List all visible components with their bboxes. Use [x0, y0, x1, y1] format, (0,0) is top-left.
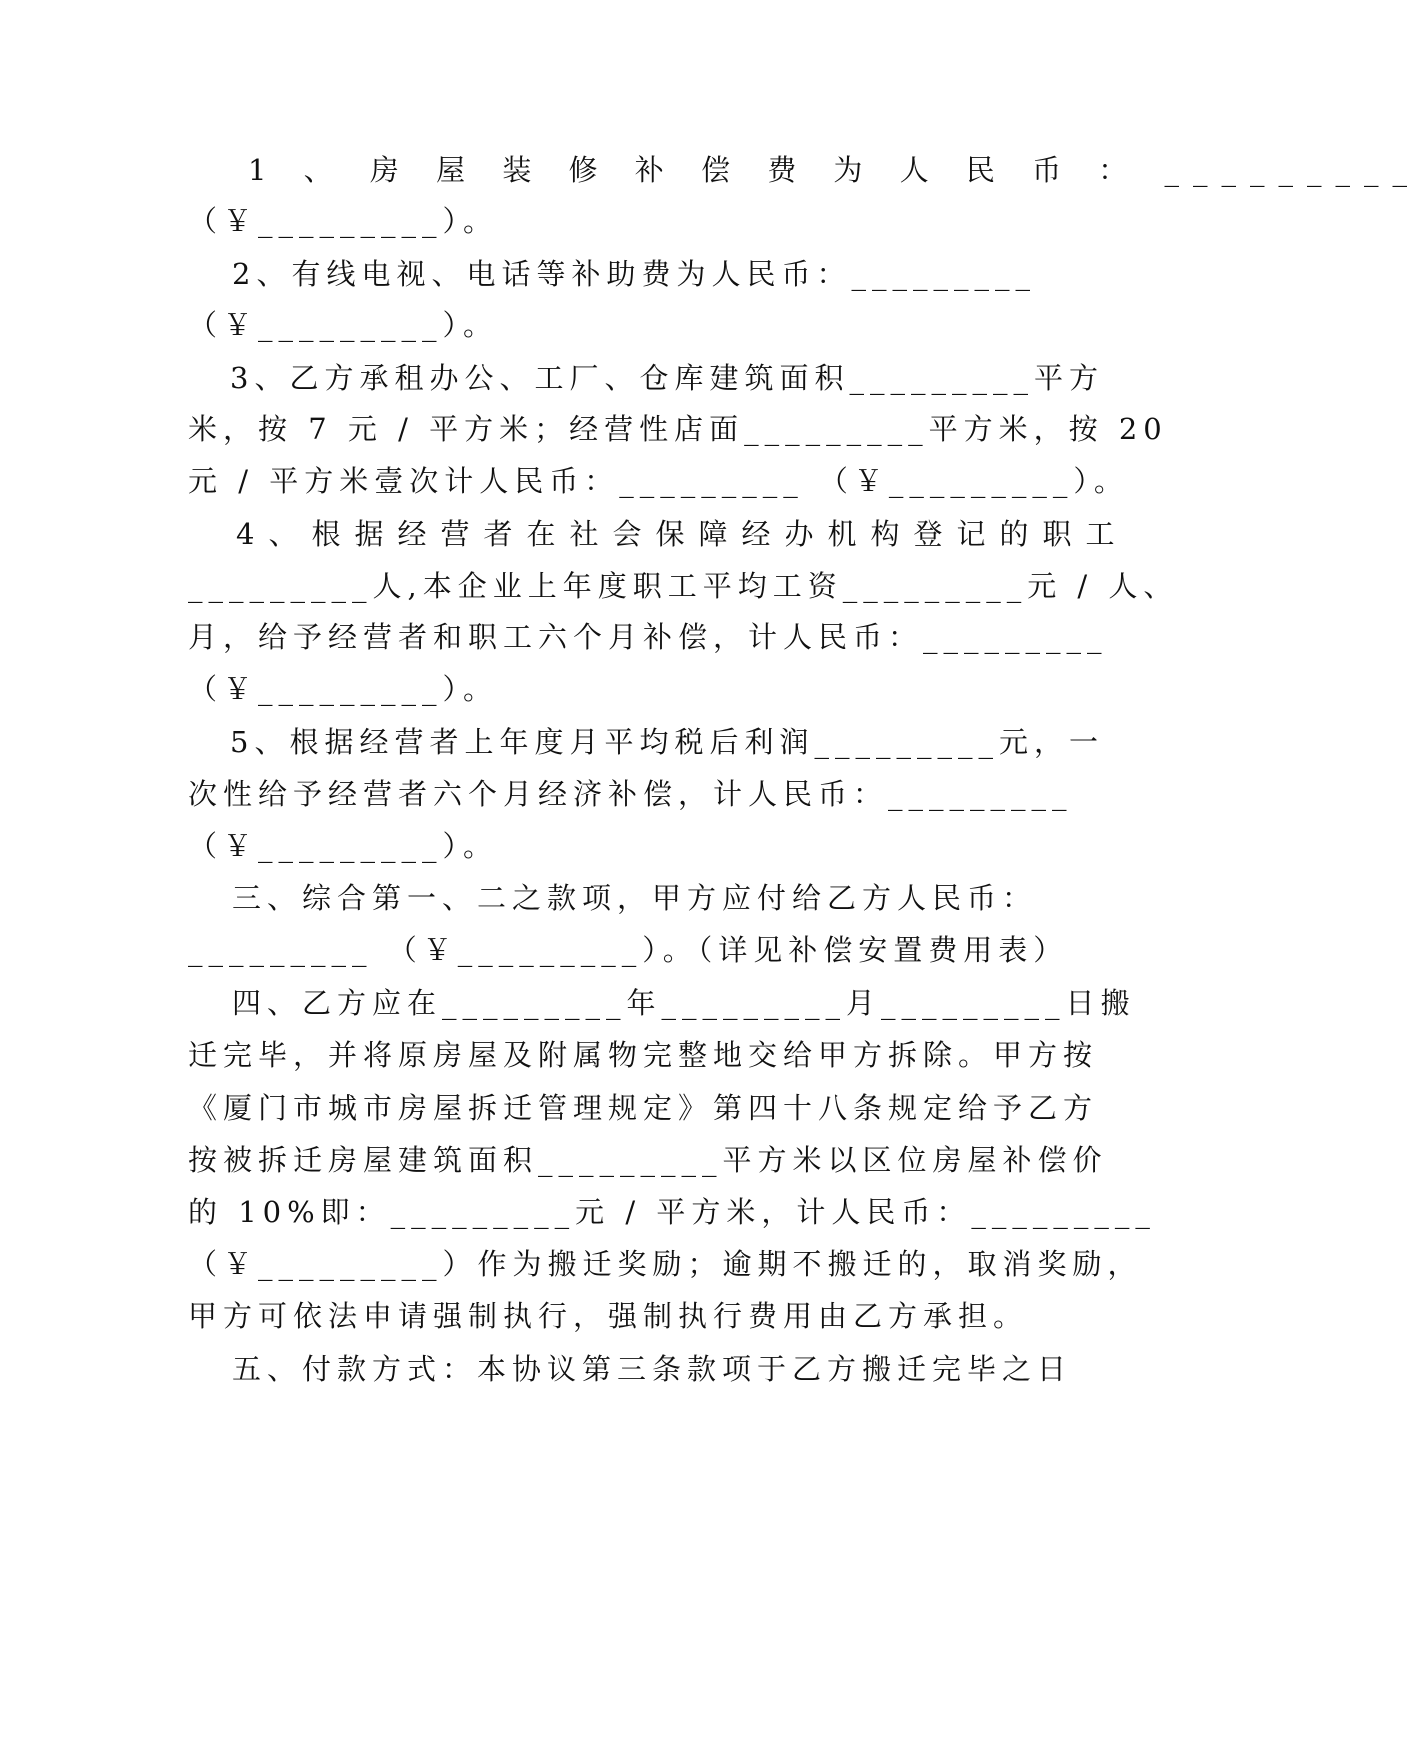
section-3-line-2: _________ （￥_________）。（详见补偿安置费用表） [188, 933, 1069, 967]
clause-4-line-1: 4、根据经营者在社会保障经办机构登记的职工 [236, 517, 1129, 551]
clause-4-line-4: （￥_________）。 [188, 672, 499, 706]
clause-4-line-2: _________人,本企业上年度职工平均工资_________元 / 人、 [188, 569, 1179, 603]
clause-1-line-1: 1 、 房 屋 装 修 补 偿 费 为 人 民 币 ： _________ [248, 153, 1421, 187]
clause-3-line-1: 3、乙方承租办公、工厂、仓库建筑面积_________平方 [230, 361, 1104, 395]
section-4-line-1: 四、乙方应在_________年_________月_________日搬 [232, 986, 1136, 1020]
section-4-line-6: （￥_________）作为搬迁奖励；逾期不搬迁的，取消奖励， [188, 1247, 1143, 1281]
section-4-line-4: 按被拆迁房屋建筑面积_________平方米以区位房屋补偿价 [188, 1143, 1108, 1177]
section-4-line-7: 甲方可依法申请强制执行，强制执行费用由乙方承担。 [188, 1299, 1029, 1333]
section-4-line-3: 《厦门市城市房屋拆迁管理规定》第四十八条规定给予乙方 [188, 1091, 1099, 1125]
clause-2-line-1: 2、有线电视、电话等补助费为人民币：_________ [232, 257, 1036, 291]
section-5-line-1: 五、付款方式：本协议第三条款项于乙方搬迁完毕之日 [232, 1352, 1073, 1386]
clause-2-line-2: （￥_________）。 [188, 308, 499, 342]
section-4-line-2: 迁完毕，并将原房屋及附属物完整地交给甲方拆除。甲方按 [188, 1038, 1099, 1072]
clause-5-line-3: （￥_________）。 [188, 829, 499, 863]
clause-5-line-1: 5、根据经营者上年度月平均税后利润_________元，一 [230, 725, 1104, 759]
section-3-line-1: 三、综合第一、二之款项，甲方应付给乙方人民币： [232, 881, 1038, 915]
clause-5-line-2: 次性给予经营者六个月经济补偿，计人民币：_________ [188, 777, 1073, 811]
clause-3-line-3: 元 / 平方米壹次计人民币：_________ （￥_________）。 [188, 464, 1129, 498]
clause-4-line-3: 月，给予经营者和职工六个月补偿，计人民币：_________ [188, 620, 1108, 654]
section-4-line-5: 的 10%即：_________元 / 平方米，计人民币：_________ [188, 1195, 1156, 1229]
clause-1-line-2: （￥_________）。 [188, 204, 499, 238]
clause-3-line-2: 米，按 7 元 / 平方米；经营性店面_________平方米，按 20 [188, 412, 1168, 446]
